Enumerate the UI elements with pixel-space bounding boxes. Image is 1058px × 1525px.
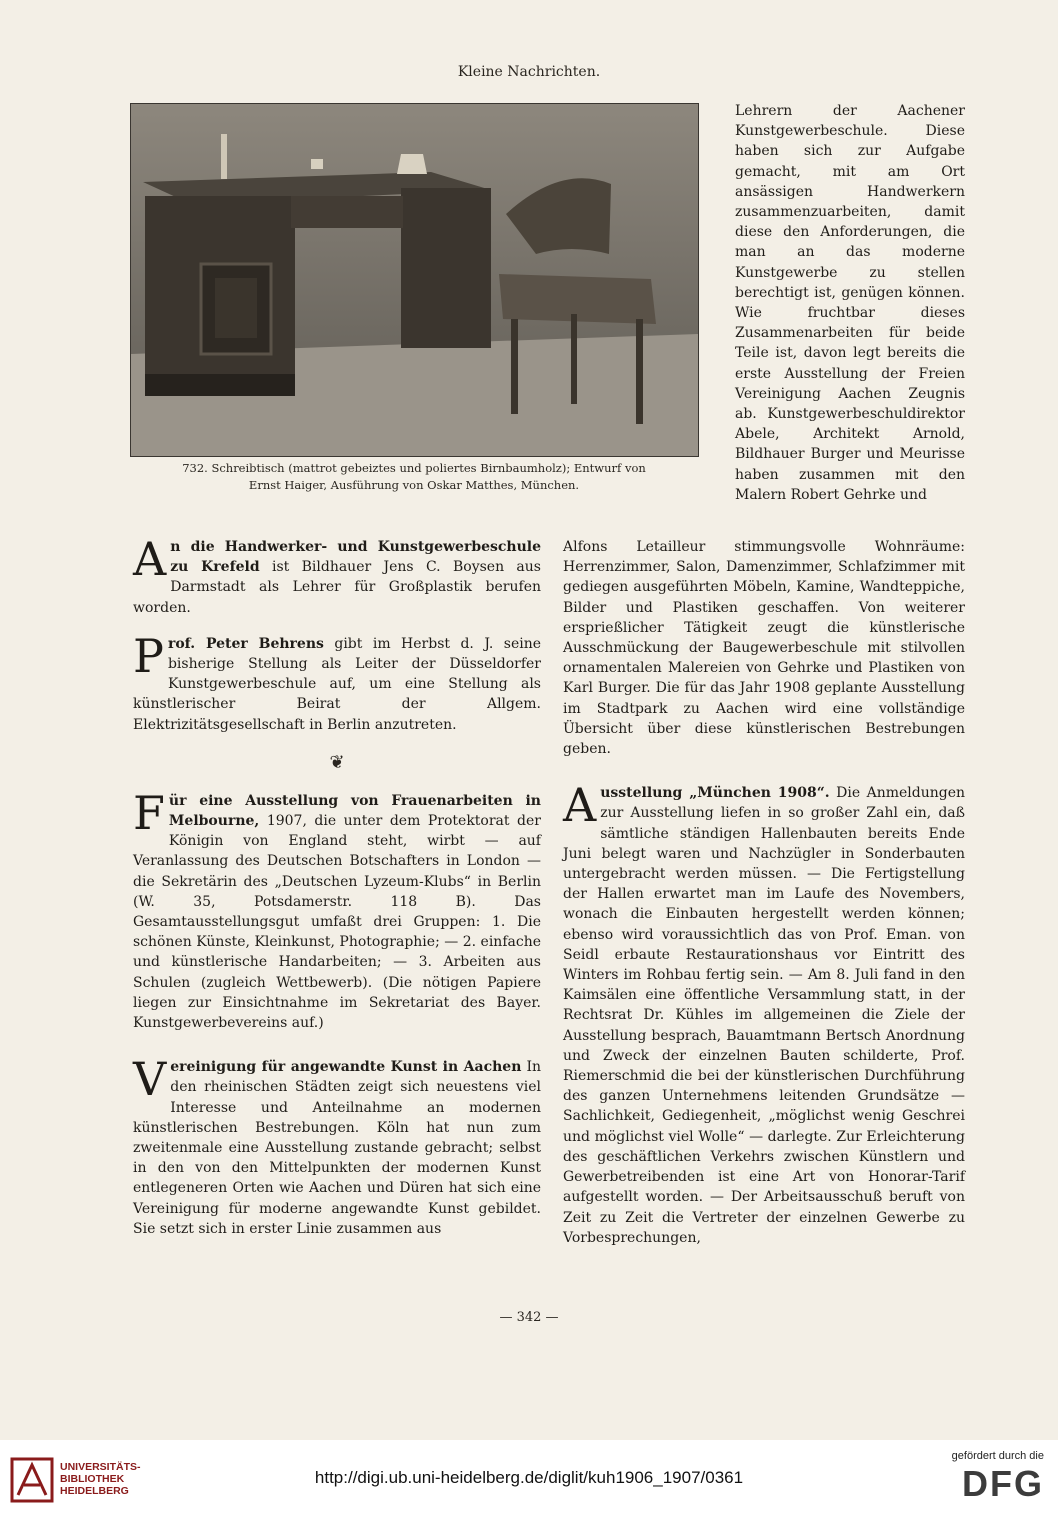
initial-letter: P (133, 628, 164, 683)
spacer (133, 735, 541, 751)
dfg-tagline: gefördert durch die (951, 1450, 1044, 1462)
figure-caption (134, 460, 694, 494)
caption-line-2: Ernst Haiger, Ausführung von Oskar Matthes, München. (248, 478, 580, 492)
article-behrens (133, 628, 542, 735)
spacer (133, 1033, 541, 1057)
running-header: Kleine Nachrichten. (457, 64, 601, 80)
caption-line-1: 732. Schreibtisch (mattrot gebeiztes und poliertes Birnbaumholz); Entwurf von (182, 461, 646, 475)
initial-letter: A (563, 778, 597, 833)
aachen-continuation-2: Alfons Letailleur stimmungsvolle Wohnräume: Herrenzimmer, Salon, Damenzimmer, Schlafzimmer mit gediegen ausgeführten Möbeln, Kamine, Wandteppiche, Bilder und Plastiken geschaffen. Von weiterer ersprießlicher Tätigkeit zeugt die künstlerische Ausschmückung der Baugewerbeschule mit stilvollen ornamentalen Malereien von Gehrke und Plastiken von Karl Burger. Die für das Jahr 1908 geplante Ausstellung im Stadtpark zu Aachen wird eine vollständige Übersicht über diese künstlerischen Bestrebungen geben. (563, 539, 965, 758)
article-heading: ereinigung für angewandte Kunst in Aachen (170, 1059, 522, 1076)
spacer (133, 618, 541, 634)
initial-letter: V (133, 1052, 167, 1107)
ornament-icon: ❦ (329, 751, 345, 773)
dfg-wordmark: DFG (962, 1463, 1044, 1504)
spacer (563, 759, 965, 783)
figure-photo-desk-and-chair (130, 103, 699, 457)
library-name-line: BIBLIOTHEK (60, 1473, 125, 1485)
document-url-link[interactable]: http://digi.ub.uni-heidelberg.de/diglit/kuh1906_1907/0361 (314, 1468, 744, 1487)
article-krefeld (133, 532, 541, 618)
aachen-continuation: Lehrern der Aachener Kunstgewerbeschule. Diese haben sich zur Aufgabe gemacht, mit am Ort ansässigen Handwerkern zusammenzuarbeiten, damit diese den Anforderungen, die man an das moderne Kunstgewerbe zu stellen berechtigt ist, genügen können. Wie fruchtbar dieses Zusammenarbeiten für beide Teile ist, davon legt bereits die erste Ausstellung der Freien Vereinigung Aachen Zeugnis ab. Kunstgewerbeschuldirektor Abele, Architekt Arnold, Bildhauer Burger und Meurisse haben zusammen mit den Malern Robert Gehrke und (735, 103, 965, 503)
article-heading: ür eine Ausstellung von Frauenarbeiten in Melbourne, (168, 792, 541, 830)
article-muenchen-1908 (563, 778, 966, 1248)
article-body: 1907, die unter dem Protektorat der Königin von England steht, wirbt — auf Veranlassung des Deutschen Botschafters in London — die Sekretärin des „Deutschen Lyzeum-Klubs“ in Berlin (W. 35, Potsdamerstr. 118 B). Das Gesamtausstellungsgut umfaßt drei Gruppen: 1. Die schönen Künste, Kleinkunst, Photographie; — 2. einfache und künstlerische Handarbeiten; — 3. Arbeiten aus Schulen (zugleich Wettbewerb). (Die nötigen Papiere liegen zur Einsichtnahme im Sekretariat des Bayer. Kunstgewerbevereins auf.) (133, 813, 541, 1032)
library-name-line: UNIVERSITÄTS- (60, 1461, 141, 1473)
spacer (133, 775, 541, 791)
article-body: In den rheinischen Städten zeigt sich neuestens viel Interesse und Anteilnahme an modernen künstlerischen Bestrebungen. Köln hat nun zum zweitenmale eine Ausstellung zustande gebracht; selbst in den von den Mittelpunkten der modernen Kunst entlegeneren Orten wie Aachen und Düren hat sich eine Vereinigung für moderne angewandte Kunst gebildet. Sie setzt sich in erster Linie zusammen aus (133, 1059, 541, 1237)
article-heading: n die Handwerker- und Kunstgewerbeschule zu Krefeld (170, 539, 541, 576)
initial-letter: A (133, 532, 167, 586)
right-column-top (735, 101, 965, 505)
library-name-line: HEIDELBERG (60, 1485, 129, 1497)
article-frauenarbeiten (133, 785, 541, 1033)
article-heading: rof. Peter Behrens (167, 635, 324, 652)
article-heading: usstellung „München 1908“. (600, 785, 830, 802)
dfg-logo[interactable] (914, 1450, 1044, 1520)
left-column (133, 532, 542, 1239)
article-vereinigung-aachen (133, 1052, 541, 1239)
initial-letter: F (133, 785, 165, 840)
article-body: gibt im Herbst d. J. seine bisherige Stellung als Leiter der Düsseldorfer Kunstgewerbeschule auf, um eine Stellung als künstlerischer Beirat der Allgem. Elektrizitätsgesellschaft in Berlin anzutreten. (133, 635, 542, 733)
article-body: ist Bildhauer Jens C. Boysen aus Darmstadt als Lehrer für Großplastik berufen worden. (133, 559, 541, 616)
article-body: Die Anmeldungen zur Ausstellung liefen in so großer Zahl ein, daß sämtliche ständigen Hallenbauten bereits Ende Juni belegt waren und Nachzügler in Sonderbauten untergebracht werden müssen. — Die Fertigstellung der Hallen erwartet man im Laufe des Novembers, wonach die Einbauten hergestellt werden können; ebenso wird voraussichtlich das von Prof. Eman. von Seidl erbaute Restaurationshaus vor Eintritt des Winters im Rohbau fertig sein. — Am 8. Juli fand in den Kaimsälen eine öffentliche Versammlung statt, in der Rechtsrat Dr. Kühles im allgemeinen die Ziele der Ausstellung besprach, Bauamtmann Bertsch Anordnung und Zweck der einzelnen Bauten schilderte, Prof. Riemerschmid die bei der künstlerischen Durchführung des ganzen Unternehmens leitenden Grundsätze — Sachlichkeit, Gediegenheit, „möglichst wenig Geschrei und möglichst viel Wolle“ — darlegte. Zur Erleichterung des geschäftlichen Verkehrs zwischen Künstlern und Gewerbetreibenden ist eine Art von Honorar-Tarif aufgestellt worden. — Der Arbeitsausschuß beruft von Zeit zu Zeit die Vertreter der einzelnen Gewerbe zu Vorbesprechungen, (563, 785, 966, 1246)
page-number: — 342 — (499, 1310, 559, 1325)
right-column (563, 537, 965, 1248)
